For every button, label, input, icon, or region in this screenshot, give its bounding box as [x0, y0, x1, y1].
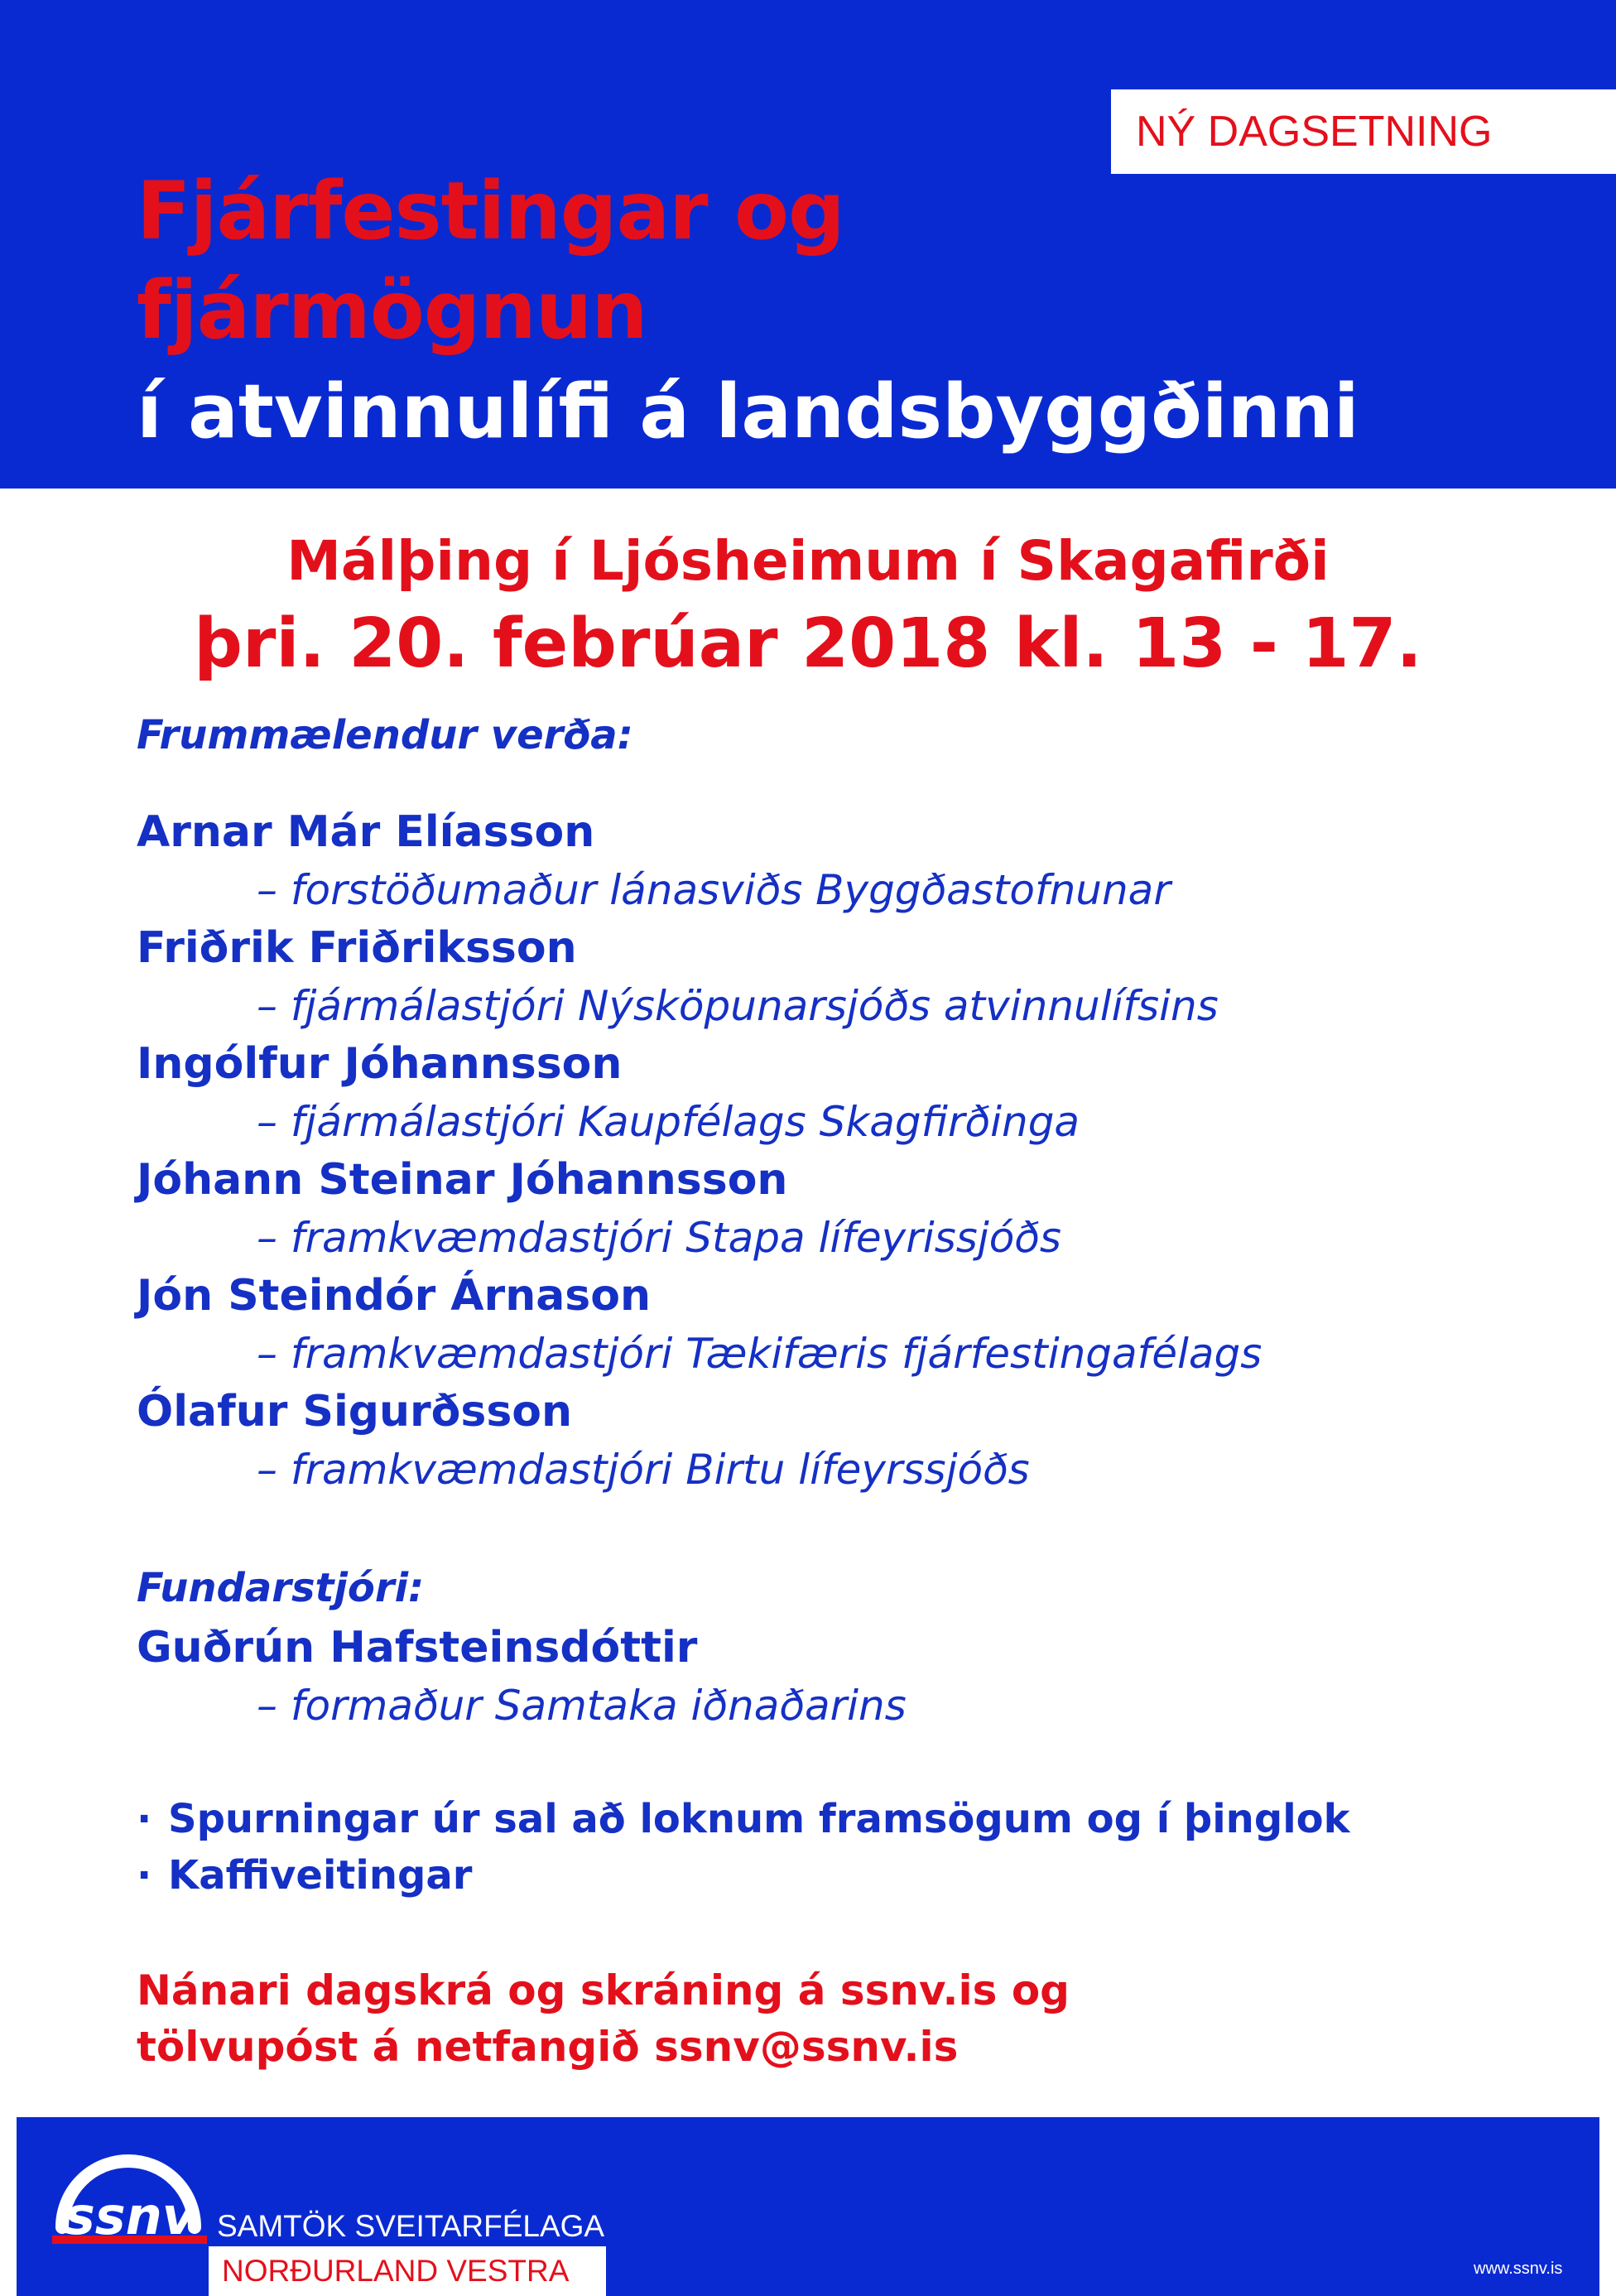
- ssnv-logo: [37, 2128, 228, 2277]
- page-subtitle: í atvinnulífi á landsbyggðinni: [137, 368, 1359, 455]
- speaker-name: Friðrik Friðriksson: [137, 923, 577, 973]
- chair-role: – formaður Samtaka iðnaðarins: [257, 1682, 907, 1730]
- speaker-item: [137, 1035, 1585, 1151]
- speaker-name: Arnar Már Elíasson: [137, 807, 595, 857]
- org-name-line-1: SAMTÖK SVEITARFÉLAGA: [217, 2209, 605, 2243]
- bullet-symbol: ·: [137, 1852, 152, 1899]
- speaker-item: [137, 1383, 1585, 1499]
- title-line-2: fjármögnun: [137, 264, 647, 357]
- speaker-role: – forstöðumaður lánasviðs Byggðastofnunar: [257, 866, 1171, 914]
- speaker-item: [137, 919, 1585, 1035]
- speaker-role: – framkvæmdastjóri Stapa lífeyrissjóðs: [257, 1214, 1061, 1262]
- logo-text: ssnv: [64, 2186, 196, 2246]
- page-title: [137, 161, 1213, 360]
- speakers-heading: Frummælendur verða:: [137, 712, 633, 758]
- bullet-symbol: ·: [137, 1796, 152, 1842]
- speaker-name: Jóhann Steinar Jóhannsson: [137, 1155, 788, 1205]
- bullet-item: [137, 1847, 1585, 1904]
- org-name-line-2: NORÐURLAND VESTRA: [222, 2254, 570, 2288]
- speaker-item: [137, 803, 1585, 919]
- registration-line-1: Nánari dagskrá og skráning á ssnv.is og: [137, 1966, 1070, 2014]
- event-date-time: þri. 20. febrúar 2018 kl. 13 - 17.: [194, 604, 1422, 683]
- speaker-role: – fjármálastjóri Nýsköpunarsjóðs atvinnulífsins: [257, 982, 1219, 1030]
- speaker-item: [137, 1267, 1585, 1383]
- chair-name: Guðrún Hafsteinsdóttir: [137, 1623, 698, 1673]
- speaker-name: Jón Steindór Árnason: [137, 1271, 652, 1321]
- bullet-item: [137, 1791, 1585, 1847]
- chair-block: [137, 1619, 1585, 1735]
- new-date-badge: NÝ DAGSETNING: [1111, 89, 1616, 174]
- speaker-list: [137, 803, 1585, 1499]
- registration-line-2: tölvupóst á netfangið ssnv@ssnv.is: [137, 2023, 959, 2071]
- website-link[interactable]: www.ssnv.is: [1474, 2260, 1563, 2278]
- chair-heading: Fundarstjóri:: [137, 1565, 425, 1611]
- title-line-1: Fjárfestingar og: [137, 165, 844, 258]
- registration-info: [137, 1962, 1585, 2075]
- event-venue: Málþing í Ljósheimum í Skagafirði: [286, 529, 1330, 593]
- bullet-list: [137, 1791, 1585, 1904]
- speaker-name: Ingólfur Jóhannsson: [137, 1039, 623, 1089]
- bullet-text: Kaffiveitingar: [168, 1852, 473, 1899]
- speaker-role: – framkvæmdastjóri Birtu lífeyrssjóðs: [257, 1446, 1030, 1494]
- speaker-item: [137, 1151, 1585, 1267]
- speaker-role: – fjármálastjóri Kaupfélags Skagfirðinga: [257, 1098, 1080, 1146]
- speaker-name: Ólafur Sigurðsson: [137, 1387, 573, 1437]
- speaker-role: – framkvæmdastjóri Tækifæris fjárfestingafélags: [257, 1330, 1262, 1378]
- bullet-text: Spurningar úr sal að loknum framsögum og í þinglok: [168, 1796, 1350, 1842]
